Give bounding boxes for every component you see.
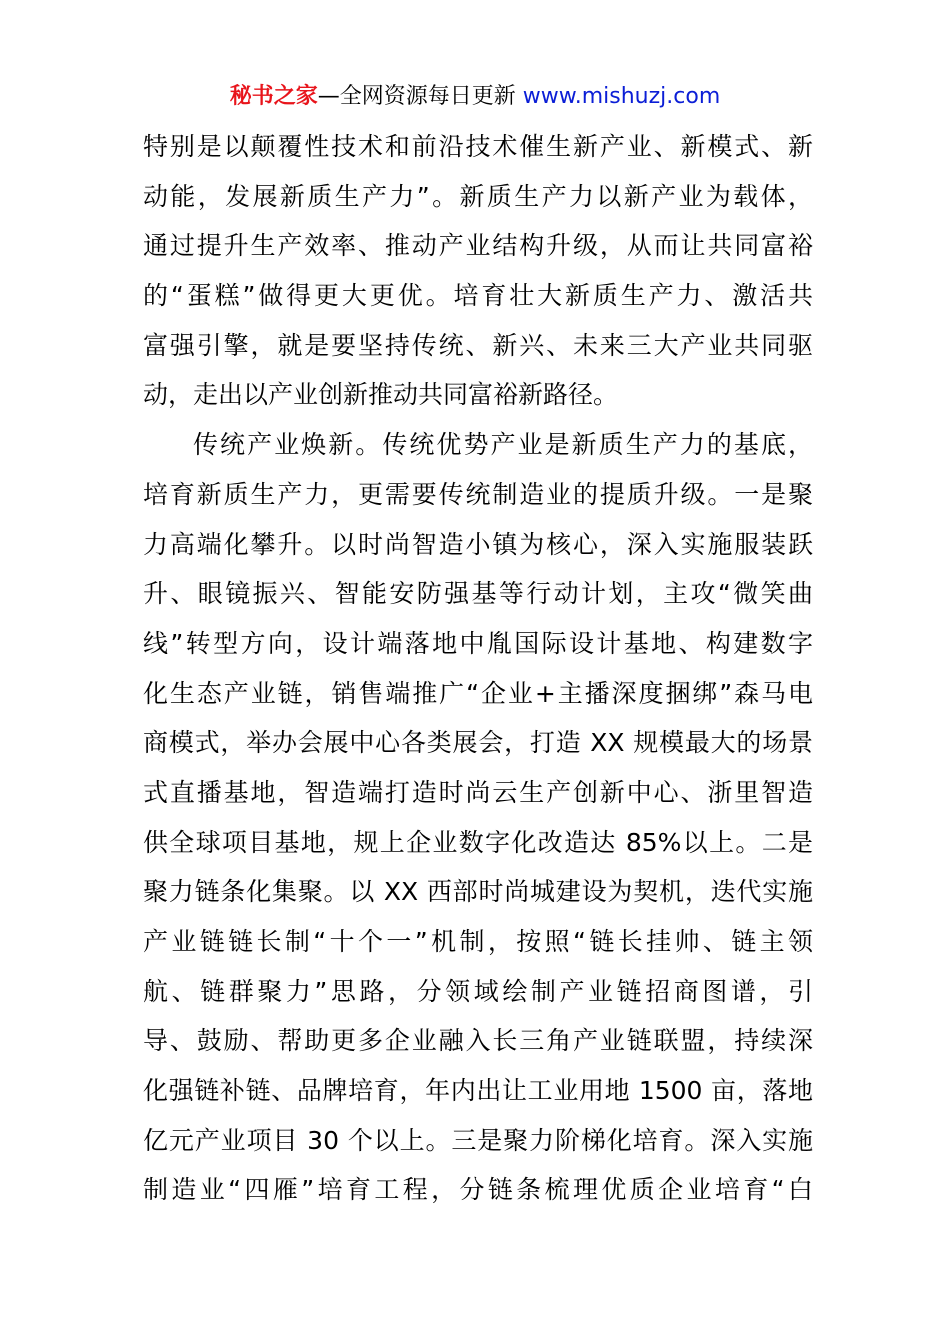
brand-name: 秘书之家 xyxy=(229,84,318,109)
text-line: 制造业“四雁”培育工程，分链条梳理优质企业培育“白 xyxy=(143,1175,813,1205)
text-line: 动能，发展新质生产力”。新质生产力以新产业为载体， xyxy=(143,181,813,211)
text-line: 航、链群聚力”思路，分领域绘制产业链招商图谱，引 xyxy=(143,976,813,1006)
text-line: 培育新质生产力，更需要传统制造业的提质升级。一是聚 xyxy=(143,479,813,509)
text-line: 化强链补链、品牌培育，年内出让工业用地 1500 亩，落地 xyxy=(143,1076,813,1106)
paragraph xyxy=(143,122,813,420)
text-line: 产业链链长制“十个一”机制，按照“链长挂帅、链主领 xyxy=(143,927,813,956)
text-line: 聚力链条化集聚。以 XX 西部时尚城建设为契机，迭代实施 xyxy=(143,877,813,907)
text-line: 通过提升生产效率、推动产业结构升级，从而让共同富裕 xyxy=(143,231,813,261)
text-line: 特别是以颠覆性技术和前沿技术催生新产业、新模式、新 xyxy=(143,132,813,161)
site-url-link[interactable]: www.mishuzj.com xyxy=(522,84,721,109)
text-line: 富强引擎，就是要坚持传统、新兴、未来三大产业共同驱 xyxy=(143,330,813,360)
text-line: 式直播基地，智造端打造时尚云生产创新中心、浙里智造 xyxy=(143,777,813,807)
text-line: 商模式，举办会展中心各类展会，打造 XX 规模最大的场景 xyxy=(143,728,813,758)
document-body xyxy=(143,122,813,1215)
text-line: 亿元产业项目 30 个以上。三是聚力阶梯化培育。深入实施 xyxy=(143,1125,813,1155)
text-line: 供全球项目基地，规上企业数字化改造达 85%以上。二是 xyxy=(143,827,813,857)
text-line: 传统产业焕新。传统优势产业是新质生产力的基底， xyxy=(193,430,813,460)
paragraph xyxy=(143,420,813,1215)
header-tagline: —全网资源每日更新 xyxy=(317,84,523,109)
text-line: 的“蛋糕”做得更大更优。培育壮大新质生产力、激活共 xyxy=(143,281,813,311)
text-line: 化生态产业链，销售端推广“企业+主播深度捆绑”森马电 xyxy=(143,678,813,708)
text-line: 线”转型方向，设计端落地中胤国际设计基地、构建数字 xyxy=(143,628,813,658)
page-header xyxy=(0,80,950,114)
text-line: 升、眼镜振兴、智能安防强基等行动计划，主攻“微笑曲 xyxy=(143,579,813,609)
text-line: 力高端化攀升。以时尚智造小镇为核心，深入实施服装跃 xyxy=(143,529,813,559)
text-line: 导、鼓励、帮助更多企业融入长三角产业链联盟，持续深 xyxy=(143,1026,813,1056)
text-line: 动，走出以产业创新推动共同富裕新路径。 xyxy=(143,380,619,410)
